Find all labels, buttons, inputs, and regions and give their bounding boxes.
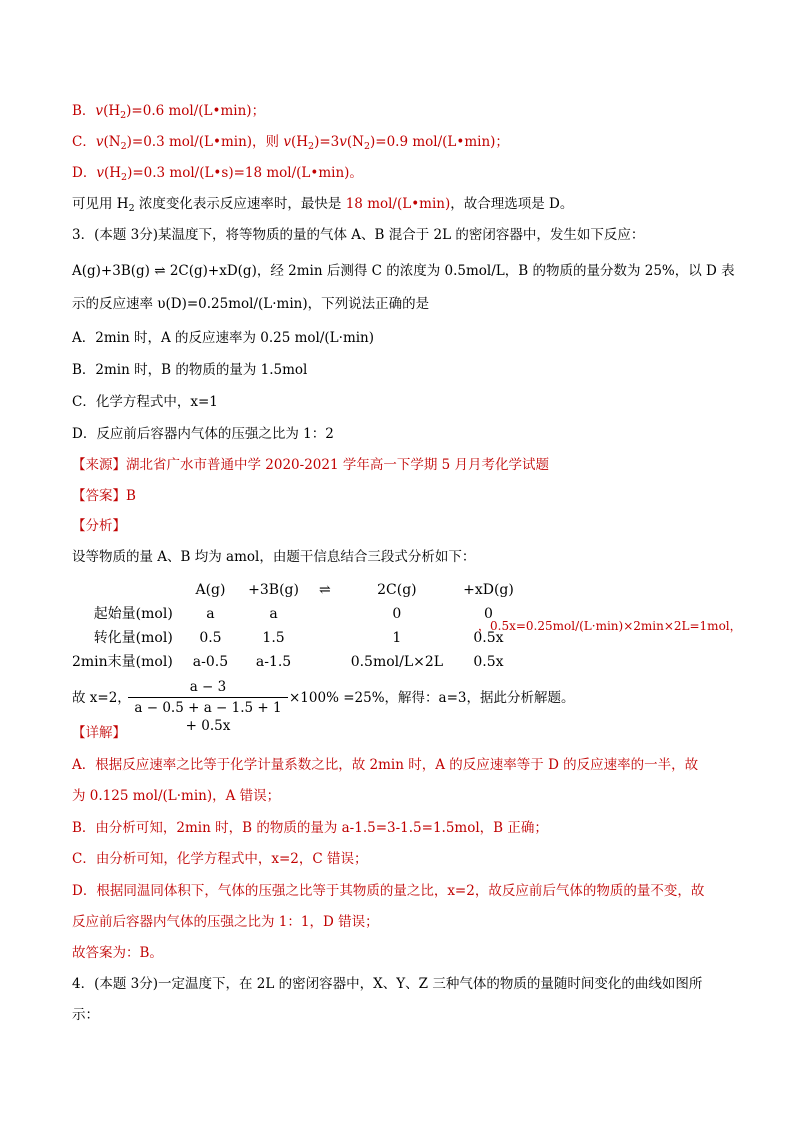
fraction-expression [128, 678, 288, 735]
source-text: 湖北省广水市普通中学 2020-2021 学年高一下学期 5 月月考化学试题 [126, 457, 550, 473]
table-cell [309, 602, 341, 626]
table-header-cell: +xD(g) [463, 582, 514, 598]
table-cell: 0 [484, 606, 493, 622]
table-cell: a-0.5 [192, 654, 229, 670]
table-row [72, 650, 524, 674]
detail-line: 故答案为：B。 [72, 945, 163, 961]
table-side-note: ，0.5x=0.25mol/(L·min)×2min×2L=1mol， [478, 619, 742, 633]
row-label: 起始量(mol) [93, 606, 173, 622]
table-header-cell: +3B(g) [248, 582, 299, 598]
table-cell: 0.5mol/L×2L [350, 654, 444, 670]
detail-line: C．由分析可知，化学方程式中，x=2，C 错误； [72, 851, 368, 867]
table-cell: 0.5x [473, 654, 504, 670]
answer-label: 【答案】 [72, 488, 126, 504]
fraction-denominator: a − 0.5 + a − 1.5 + 1 + 0.5x [134, 700, 282, 734]
q3-option-d: D．反应前后容器内气体的压强之比为 1：2 [72, 426, 334, 442]
answer-text: B [126, 488, 136, 504]
table-cell: a [206, 606, 215, 622]
row-label: 2min末量(mol) [72, 654, 173, 670]
three-stage-table [72, 578, 524, 674]
table-row [72, 626, 524, 650]
table-row [72, 602, 524, 626]
table-header-cell: ⇌ [318, 582, 331, 598]
fraction-suffix: ×100% =25%，解得：a=3，据此分析解题。 [289, 690, 575, 706]
q2-option-b-analysis: B．$v(H_2)=0.6$ mol/(L•min)； [72, 103, 266, 121]
detail-line: 反应前后容器内气体的压强之比为 1：1，D 错误； [72, 914, 379, 930]
q3-answer [72, 487, 136, 505]
q4-stem-line-2: 示： [72, 1007, 99, 1023]
table-cell: 0.5 [199, 630, 222, 646]
table-cell: 1 [392, 630, 402, 646]
table-cell: 0.5x [473, 630, 504, 646]
source-label: 【来源】 [72, 457, 126, 473]
table-cell [309, 626, 341, 650]
q2-option-c-analysis: C．$v(N_2)=0.3$ mol/(L•min)，则 $v(H_2)=3v(N_2)=0.9$ mol/(L•min)； [72, 134, 509, 152]
detail-line: D．根据同温同体积下，气体的压强之比等于其物质的量之比，x=2，故反应前后气体的物质的量不变，故 [72, 883, 705, 899]
q2-option-d-analysis: D．$v(H_2)=0.3$ mol/(L•s)=18 mol/(L•min)。 [72, 165, 363, 183]
q3-source [72, 456, 549, 474]
q3-option-c: C．化学方程式中，x=1 [72, 394, 218, 410]
detail-label: 【详解】 [72, 725, 126, 741]
fraction-bar [128, 697, 288, 698]
detail-line: A．根据反应速率之比等于化学计量系数之比，故 2min 时，A 的反应速率等于 D 的反应速率的一半，故 [72, 757, 699, 773]
q4-stem-line-1: 4．(本题 3分)一定温度下，在 2L 的密闭容器中，X、Y、Z 三种气体的物质的量随时间变化的曲线如图所 [72, 976, 703, 992]
q3-stem-line-3: 示的反应速率 υ(D)=0.25mol/(L·min)，下列说法正确的是 [72, 296, 430, 312]
analysis-intro: 设等物质的量 A、B 均为 amol，由题干信息结合三段式分析如下： [72, 549, 476, 565]
analysis-label: 【分析】 [72, 518, 126, 534]
q3-option-b: B．2min 时，B 的物质的量为 1.5mol [72, 362, 308, 378]
q3-stem-line-1: 3．(本题 3分)某温度下，将等物质的量的气体 A、B 混合于 2L 的密闭容器中，发生如下反应： [72, 227, 645, 243]
q3-option-a: A．2min 时，A 的反应速率为 0.25 mol/(L·min) [72, 330, 375, 346]
table-cell: 1.5 [262, 630, 285, 646]
detail-line: B．由分析可知，2min 时，B 的物质的量为 a-1.5=3-1.5=1.5mol，B 正确； [72, 820, 548, 836]
table-cell: 0 [392, 606, 402, 622]
table-header-cell: A(g) [195, 582, 226, 598]
table-cell: a-1.5 [255, 654, 292, 670]
table-cell: a [269, 606, 278, 622]
fraction-prefix: 故 x=2， [72, 690, 131, 706]
table-header-cell: 2C(g) [377, 582, 417, 598]
q2-conclusion: 可见用 $H_2$ 浓度变化表示反应速率时，最快是 18 mol/(L•min)，故合理选项是 D。 [72, 196, 574, 214]
detail-line: 为 0.125 mol/(L·min)，A 错误； [72, 788, 281, 804]
table-header-row [72, 578, 524, 602]
q3-stem-line-2: A(g)+3B(g) ⇌ 2C(g)+xD(g)，经 2min 后测得 C 的浓度为 0.5mol/L，B 的物质的量分数为 25%，以 D 表 [72, 263, 735, 279]
fraction-numerator: a − 3 [189, 679, 227, 695]
table-cell [309, 650, 341, 674]
row-label: 转化量(mol) [93, 630, 173, 646]
